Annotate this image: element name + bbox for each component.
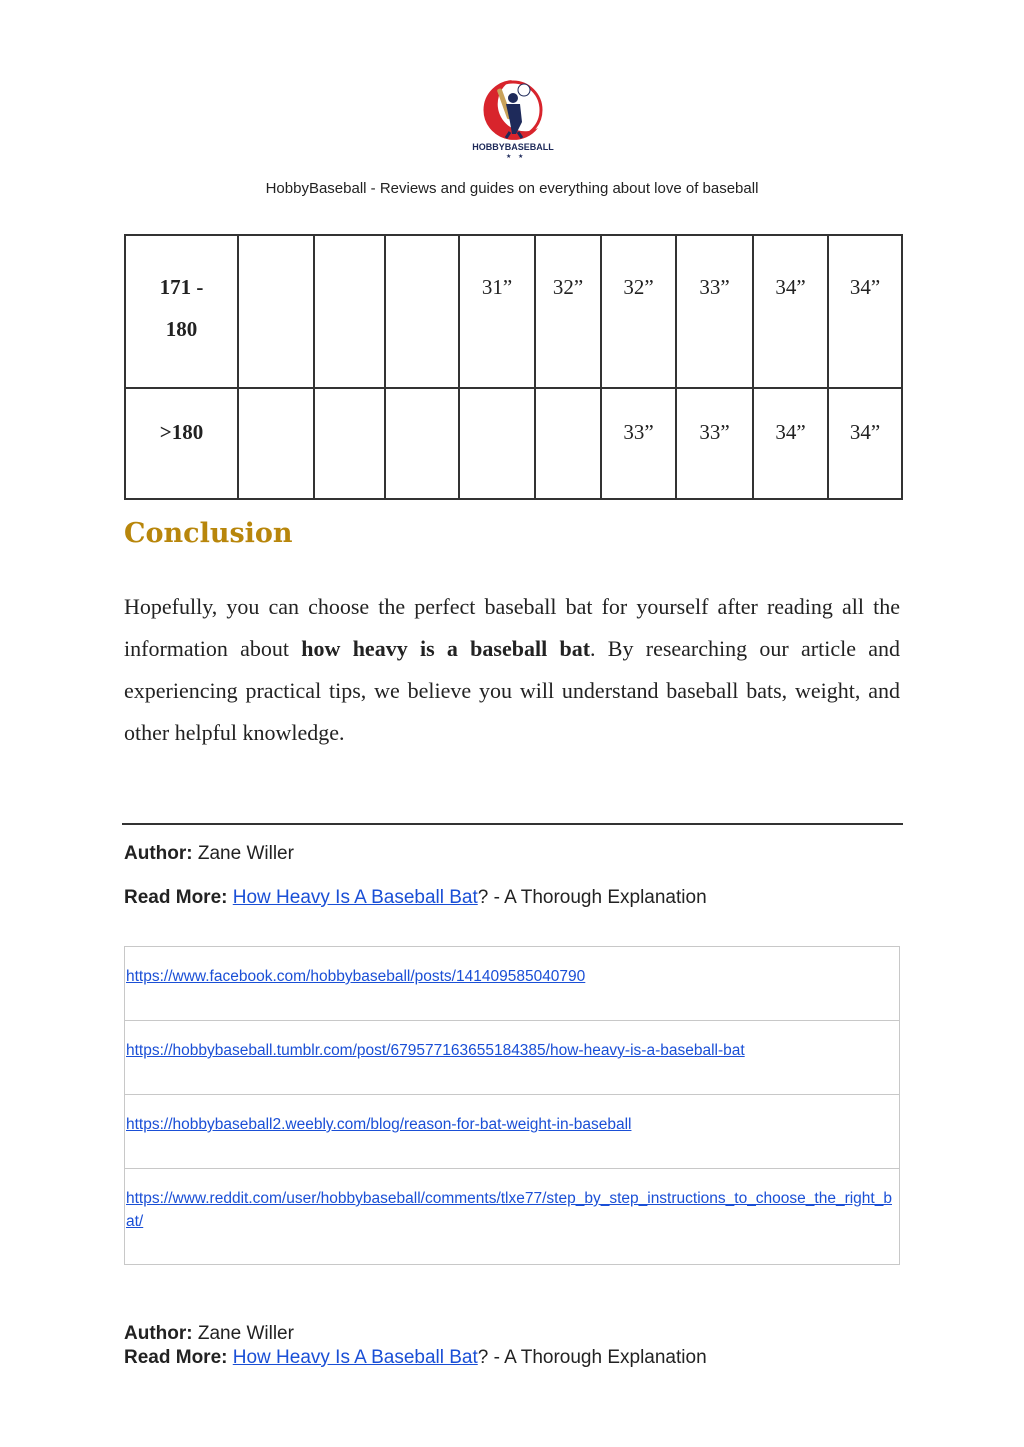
read-more-line: Read More: How Heavy Is A Baseball Bat? - A Thorough Explanation [124, 887, 707, 908]
table-row [125, 947, 900, 1021]
conclusion-paragraph: Hopefully, you can choose the perfect baseball bat for yourself after reading all the information about how heavy is a baseball bat. By researching our article and experiencing practical tips, we believe you will understand baseball bats, weight, and other helpful knowledge. [124, 594, 900, 745]
table-cell [238, 235, 314, 388]
table-cell [385, 235, 459, 388]
table-row [125, 1169, 900, 1265]
weebly-link[interactable]: https://hobbybaseball2.weebly.com/blog/reason-for-bat-weight-in-baseball [126, 1116, 632, 1133]
related-links-table [124, 946, 900, 1265]
table-cell [314, 388, 385, 499]
table-cell: 33” [601, 388, 676, 499]
table-cell [385, 388, 459, 499]
read-more-link[interactable]: How Heavy Is A Baseball Bat [232, 887, 478, 908]
hobbybaseball-logo [466, 74, 560, 160]
bat-size-table [124, 234, 903, 500]
read-more-line-bottom: Read More: How Heavy Is A Baseball Bat? - A Thorough Explanation [124, 1347, 707, 1368]
svg-text:★: ★ [518, 154, 524, 160]
table-row [125, 1095, 900, 1169]
logo-text: HOBBYBASEBALL [472, 142, 554, 152]
site-tagline: HobbyBaseball - Reviews and guides on everything about love of baseball [265, 180, 759, 197]
conclusion-heading: Conclusion [124, 518, 293, 549]
svg-text:★: ★ [506, 154, 512, 160]
baseball-player-logo-icon [466, 74, 560, 160]
author-name: Zane Willer [197, 843, 294, 864]
table-row [125, 235, 902, 388]
table-cell: 32” [601, 235, 676, 388]
table-cell: 34” [753, 388, 828, 499]
author-line-bottom: Author: Zane Willer [124, 1323, 294, 1344]
table-cell: 31” [459, 235, 535, 388]
table-row [125, 1021, 900, 1095]
section-divider [122, 823, 903, 825]
reddit-link[interactable]: https://www.reddit.com/user/hobbybaseball/comments/tlxe77/step_by_step_instructions_to_choose_the_right_bat/ [126, 1190, 892, 1230]
weight-range-cell: 171 - 180 [125, 235, 238, 388]
table-cell: 34” [828, 388, 902, 499]
tumblr-link[interactable]: https://hobbybaseball.tumblr.com/post/679577163655184385/how-heavy-is-a-baseball-bat [126, 1042, 745, 1059]
table-cell: 32” [535, 235, 601, 388]
author-name: Zane Willer [197, 1323, 294, 1344]
weight-range-cell: >180 [125, 388, 238, 499]
table-cell: 33” [676, 235, 753, 388]
author-line: Author: Zane Willer [124, 843, 294, 864]
table-cell: 34” [753, 235, 828, 388]
keyword-bold: how heavy is a baseball bat [301, 636, 591, 661]
read-more-link[interactable]: How Heavy Is A Baseball Bat [232, 1347, 478, 1368]
table-cell [535, 388, 601, 499]
table-cell: 34” [828, 235, 902, 388]
facebook-link[interactable]: https://www.facebook.com/hobbybaseball/posts/141409585040790 [126, 968, 586, 985]
table-cell [238, 388, 314, 499]
table-cell: 33” [676, 388, 753, 499]
table-cell [314, 235, 385, 388]
table-row [125, 388, 902, 499]
table-cell [459, 388, 535, 499]
